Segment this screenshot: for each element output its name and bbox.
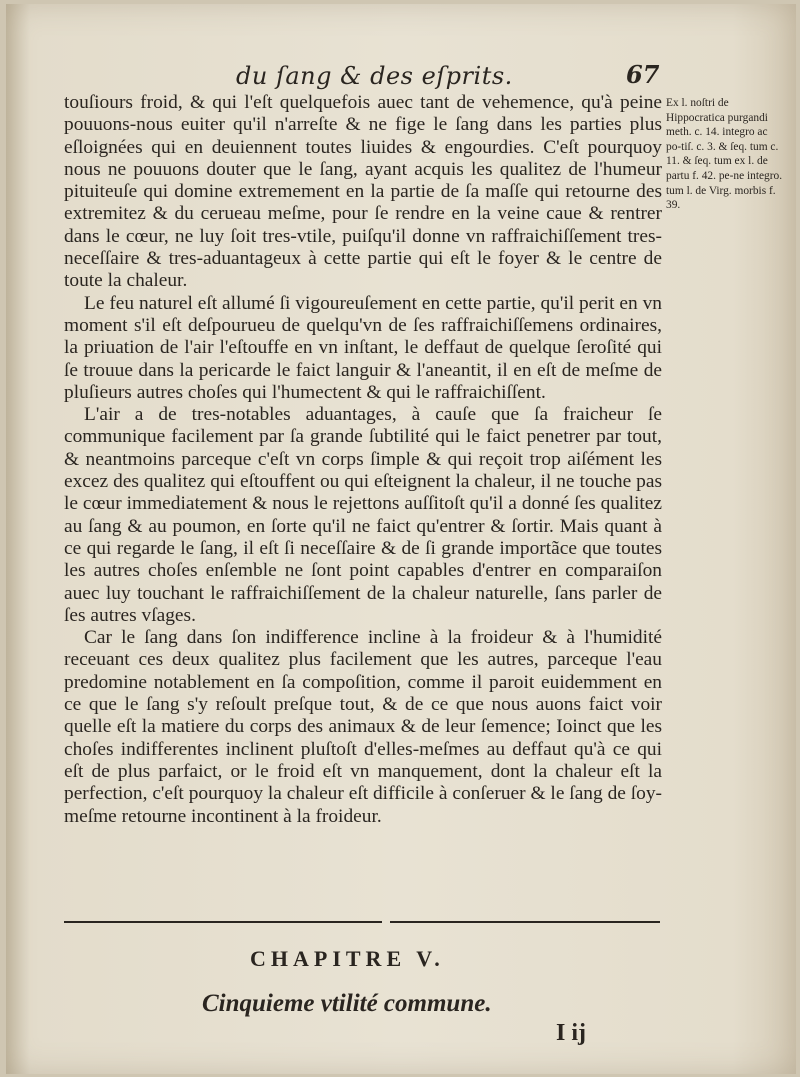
paragraph: L'air a de tres-notables aduantages, à cauſe que ſa fraicheur ſe communique facilement par ſa grande ſubtilité qui le faict penetrer par tout, & neantmoins parceque c'eſt vn corps ſimple & qui reçoit trop aiſément les excez des qualitez qui eſtouffent ou qui eſteignent la chaleur, il ne touche pas le cœur immediatement & nous le rejettons auſſitoſt qu'il a donné ſes qualitez au ſang & au poumon, en ſorte qu'il ne faict qu'entrer & ſortir. Mais quant à ce qui regarde le ſang, il eſt ſi neceſſaire & de ſi grande importãce que toutes les autres choſes enſemble ne ſont point capables d'entrer en comparaiſon auec luy touchant le raffraichiſſement de la chaleur naturelle, ſans parler de ſes autres vſages. xyxy=(64,404,662,626)
chapter-subtitle: Cinquieme vtilité commune. xyxy=(202,990,492,1017)
running-title: du ſang & des eſprits. xyxy=(236,62,513,90)
paragraph: Car le ſang dans ſon indifference incline à la froideur & à l'humidité receuant ces deux qualitez plus facilement que les autres, parceque l'eau predomine notablement en ſa compoſition, comme il paroit euidemment en ce que le ſang s'y reſoult preſque tout, & de ce que nous auons faict voir quelle eſt la matiere du corps des animaux & de leur ſemence; Ioinct que les choſes indifferentes inclinent pluſtoſt d'elles-meſmes au deffaut qu'à ce qui eſt de plus parfaict, or le froid eſt vn manquement, dont la chaleur eſt la perfection, c'eſt pourquoy la chaleur eſt difficile à conſeruer & le ſang de ſoy-meſme retourne incontinent à la froideur. xyxy=(64,627,662,827)
signature-mark: I ij xyxy=(556,1020,586,1046)
chapter-rule-left xyxy=(64,921,382,923)
main-text-block xyxy=(64,92,662,828)
chapter-rule-right xyxy=(390,921,660,923)
chapter-heading: CHAPITRE V. xyxy=(250,946,445,971)
page-number: 67 xyxy=(626,60,660,89)
marginal-note: Ex l. noſtri de Hippocratica purgandi meth. c. 14. integro ac po-tiſ. c. 3. & ſeq. tum c. 11. & ſeq. tum ex l. de partu f. 42. pe-ne integro. tum l. de Virg. morbis f. 39. xyxy=(666,97,783,212)
book-page xyxy=(6,4,796,1074)
paragraph: Le feu naturel eſt allumé ſi vigoureuſement en cette partie, qu'il perit en vn moment s'il eſt deſpourueu de quelqu'vn de ſes raffraichiſſemens ordinaires, la priuation de l'air l'eſtouffe en vn inſtant, le deffaut de quelque ſeroſité qui ſe trouue dans la pericarde le faict languir & l'aneantit, il en eſt de meſme de pluſieurs autres choſes qui l'humectent & qui le raffraichiſſent. xyxy=(64,292,662,403)
paragraph: touſiours froid, & qui l'eſt quelquefois auec tant de vehemence, qu'à peine pouuons-nous euiter qu'il n'arreſte & ne fige le ſang dans les parties plus eſloignées qui en deuiennent toutes liuides & engourdies. C'eſt pourquoy nous ne pouuons douter que le ſang, ayant acquis les qualitez de l'humeur pituiteuſe qui domine extremement en la partie de ſa maſſe qui retourne des extremitez & du cerueau meſme, pour ſe rendre en la veine caue & rentrer dans le cœur, ne luy ſoit tres-vtile, puiſqu'il donne vn raffraichiſſement tres-neceſſaire & tres-aduantageux à cette partie qui eſt le foyer & le centre de toute la chaleur. xyxy=(64,92,662,292)
